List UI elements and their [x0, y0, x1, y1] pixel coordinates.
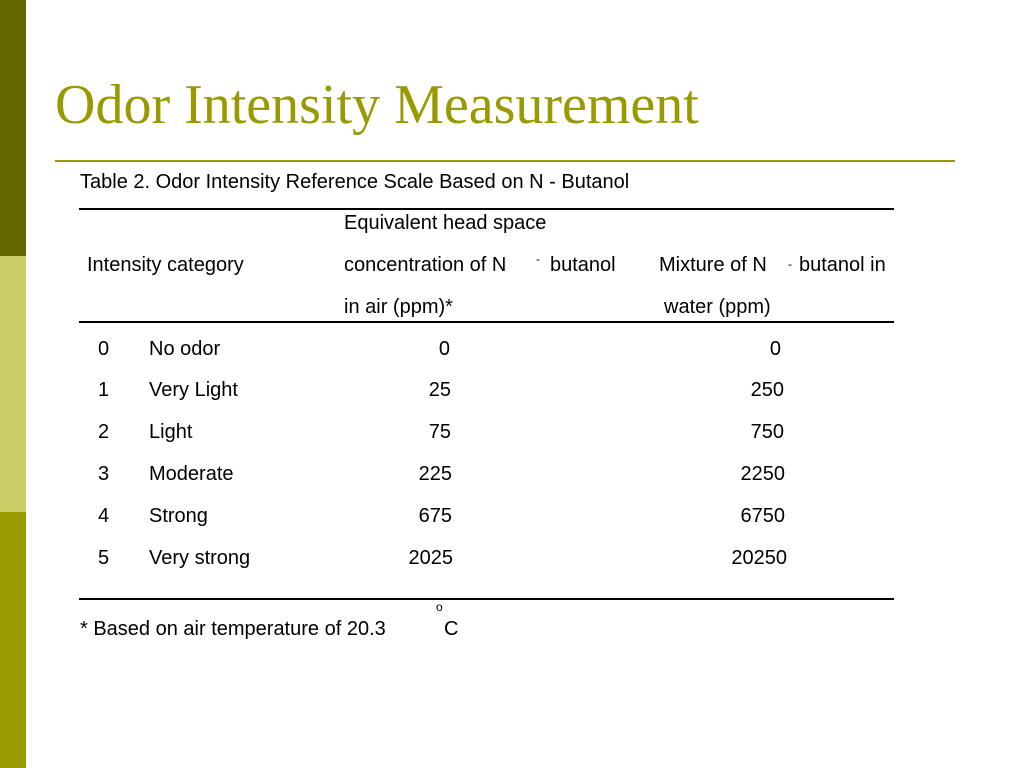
side-bar-bottom — [0, 512, 26, 768]
table-bottom-rule — [79, 598, 894, 600]
header-intensity-category: Intensity category — [87, 254, 244, 276]
row-level: 3 — [98, 463, 110, 485]
footnote-text: * Based on air temperature of 20.3 — [80, 618, 386, 640]
side-bar-middle — [0, 256, 26, 512]
row-water-value: 250 — [750, 379, 784, 401]
footnote-unit: C — [444, 618, 459, 640]
row-category: Very Light — [149, 379, 238, 401]
header-air-line2-a: concentration of N — [344, 254, 507, 276]
row-level: 5 — [98, 547, 110, 569]
row-level: 0 — [98, 338, 110, 360]
side-bar-top — [0, 0, 26, 256]
header-water-dash: - — [788, 257, 792, 271]
header-air-dash: - — [536, 252, 540, 266]
row-water-value: 750 — [750, 421, 784, 443]
row-air-value: 0 — [438, 338, 450, 360]
header-water-line1-a: Mixture of N — [659, 254, 767, 276]
row-water-value: 20250 — [731, 547, 787, 569]
row-level: 2 — [98, 421, 110, 443]
title-underline — [55, 160, 955, 162]
slide-title: Odor Intensity Measurement — [55, 74, 699, 136]
row-category: Very strong — [149, 547, 251, 569]
row-category: No odor — [149, 338, 221, 360]
row-category: Light — [149, 421, 193, 443]
header-air-line1: Equivalent head space — [344, 212, 547, 234]
row-air-value: 25 — [428, 379, 451, 401]
table-header-rule — [79, 321, 894, 323]
row-level: 1 — [98, 379, 110, 401]
row-air-value: 225 — [418, 463, 452, 485]
row-category: Moderate — [149, 463, 234, 485]
row-level: 4 — [98, 505, 110, 527]
row-water-value: 0 — [769, 338, 781, 360]
row-category: Strong — [149, 505, 208, 527]
header-air-line2-b: butanol — [550, 254, 616, 276]
row-air-value: 675 — [418, 505, 452, 527]
header-water-line2: water (ppm) — [664, 296, 771, 318]
footnote-degree-symbol: o — [436, 600, 443, 614]
row-air-value: 2025 — [408, 547, 453, 569]
header-water-line1-b: butanol in — [799, 254, 886, 276]
row-water-value: 2250 — [740, 463, 785, 485]
row-air-value: 75 — [428, 421, 451, 443]
table-top-rule — [79, 208, 894, 210]
header-air-line3: in air (ppm)* — [344, 296, 453, 318]
row-water-value: 6750 — [740, 505, 785, 527]
table-caption: Table 2. Odor Intensity Reference Scale Based on N - Butanol — [80, 171, 630, 193]
